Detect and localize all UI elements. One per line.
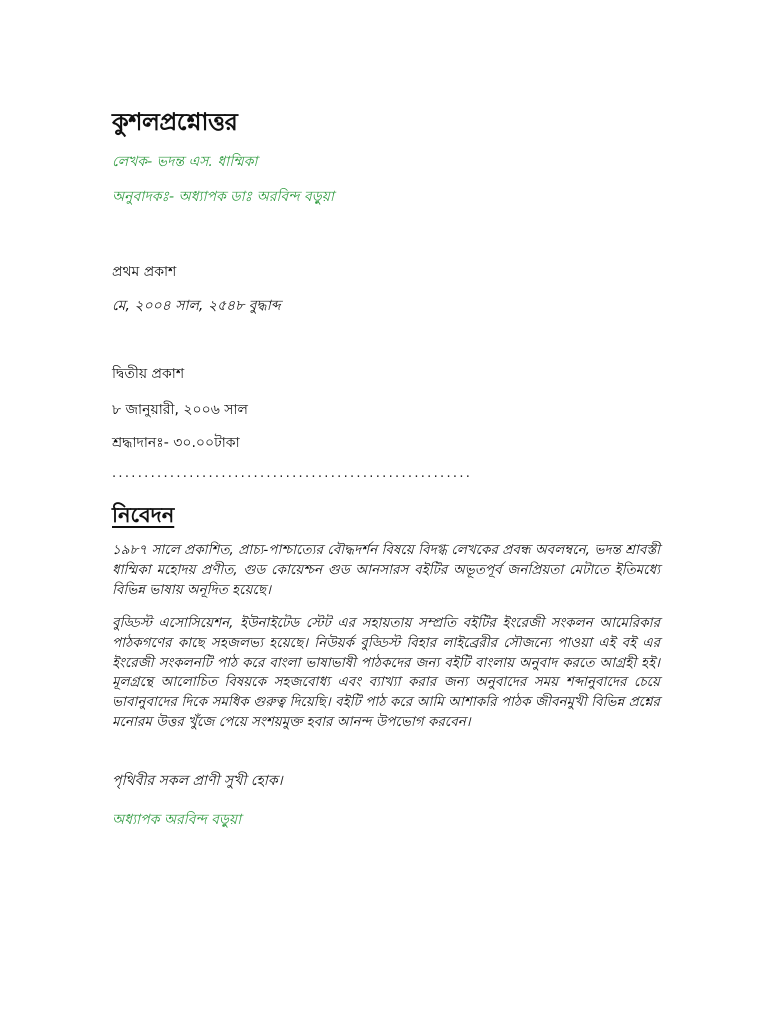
price-line: শ্রদ্ধাদানঃ- ৩০.০০টাকা bbox=[112, 435, 240, 451]
book-title: কুশলপ্রশ্নোত্তর bbox=[112, 108, 238, 136]
dotted-divider: ........................................................ bbox=[112, 466, 473, 481]
closing-blessing: পৃথিবীর সকল প্রাণী সুখী হোক। bbox=[112, 773, 283, 789]
translator-line: অনুবাদকঃ- অধ্যাপক ডাঃ অরবিন্দ বড়ুয়া bbox=[112, 189, 334, 205]
first-edition-date: মে, ২০০৪ সাল, ২৫৪৮ বুদ্ধাব্দ bbox=[112, 298, 281, 314]
preface-heading: নিবেদন bbox=[112, 503, 175, 527]
second-edition-label: দ্বিতীয় প্রকাশ bbox=[112, 366, 185, 382]
author-line: লেখক- ভদন্ত এস. ধাম্মিকা bbox=[112, 154, 258, 170]
preface-paragraph-2: বুড্ডিস্ট এসোসিয়েশন, ইউনাইটেড স্টেট এর সহায়তায় সম্প্রতি বইটির ইংরেজী সংকলন আমেরিকার পাঠকগণের কাছে সহজলভ্য হয়েছে। নিউয়র্ক বুড্ডিস্ট বিহার লাইব্রেরীর সৌজন্যে পাওয়া এই বই এর ইংরেজী সংকলনটি পাঠ করে বাংলা ভাষাভাষী পাঠকদের জন্য বইটি বাংলায় অনুবাদ করতে আগ্রহী হই। মূলগ্রন্থে আলোচিত বিষয়কে সহজবোধ্য এবং ব্যাখ্যা করার জন্য অনুবাদের সময় শব্দানুবাদের চেয়ে ভাবানুবাদের দিকে সমধিক গুরুত্ব দিয়েছি। বইটি পাঠ করে আমি আশাকরি পাঠক জীবনমুখী বিভিন্ন প্রশ্নের মনোরম উত্তর খুঁজে পেয়ে সংশয়মুক্ত হবার আনন্দ উপভোগ করবেন। bbox=[112, 615, 660, 730]
first-edition-label: প্রথম প্রকাশ bbox=[112, 264, 177, 280]
preface-paragraph-1: ১৯৮৭ সালে প্রকাশিত, প্রাচ্য-পাশ্চাত্যের বৌদ্ধদর্শন বিষয়ে বিদগ্ধ লেখকের প্রবন্ধ অবলম্বনে, ভদন্ত শ্রাবস্তী ধাম্মিকা মহোদয় প্রণীত, গুড কোয়েশ্চন গুড আনসারস বইটির অভূতপূর্ব জনপ্রিয়তা মেটাতে ইতিমধ্যে বিভিন্ন ভাষায় অনূদিত হয়েছে। bbox=[112, 542, 660, 598]
second-edition-date: ৮ জানুয়ারী, ২০০৬ সাল bbox=[112, 402, 248, 418]
signature: অধ্যাপক অরবিন্দ বড়ুয়া bbox=[112, 812, 242, 828]
